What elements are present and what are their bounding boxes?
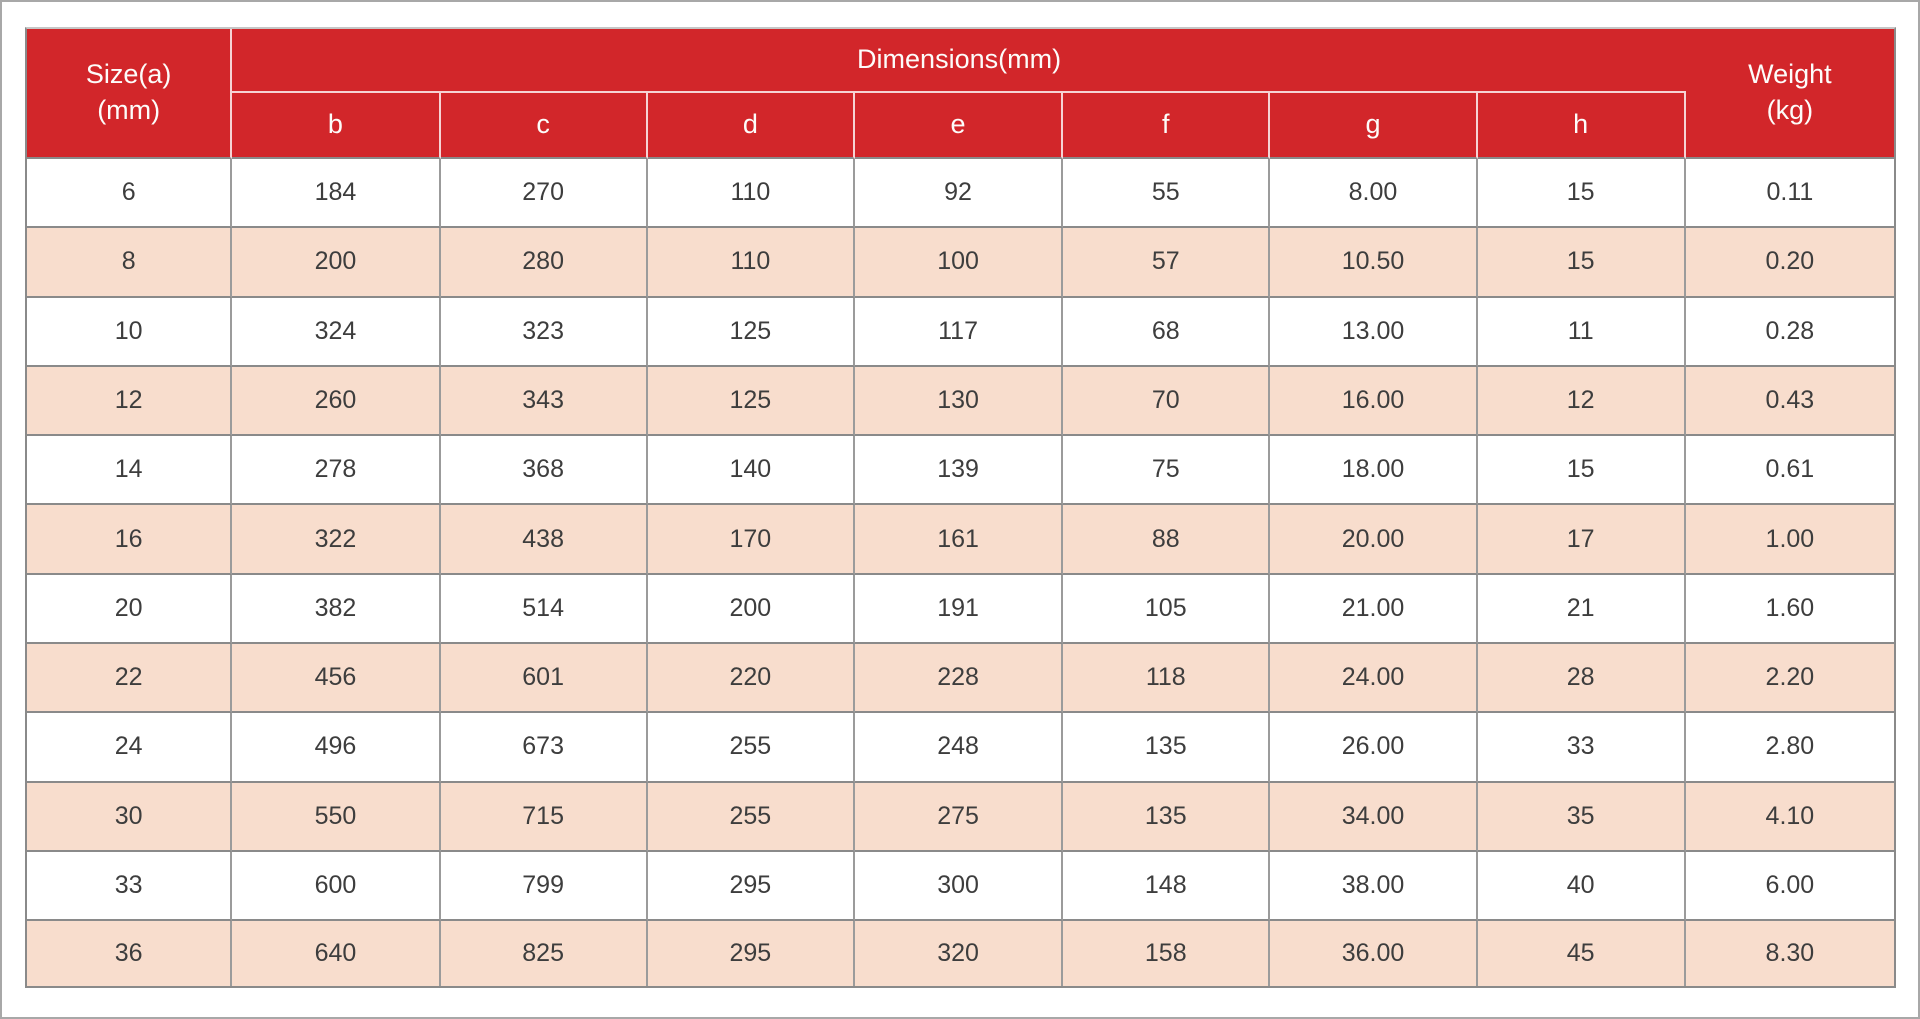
- cell-b: 324: [232, 298, 440, 367]
- cell-weight: 0.43: [1686, 367, 1894, 436]
- cell-weight: 8.30: [1686, 921, 1894, 986]
- cell-e: 320: [855, 921, 1063, 986]
- cell-c: 343: [441, 367, 648, 436]
- cell-e: 100: [855, 228, 1063, 297]
- cell-c: 673: [441, 713, 648, 782]
- cell-b: 382: [232, 575, 440, 644]
- cell-g: 18.00: [1270, 436, 1477, 505]
- cell-g: 34.00: [1270, 783, 1477, 852]
- cell-g: 21.00: [1270, 575, 1477, 644]
- cell-h: 28: [1478, 644, 1686, 713]
- cell-e: 300: [855, 852, 1063, 921]
- cell-weight: 4.10: [1686, 783, 1894, 852]
- cell-e: 130: [855, 367, 1063, 436]
- cell-b: 278: [232, 436, 440, 505]
- cell-g: 16.00: [1270, 367, 1477, 436]
- header-weight-line1: Weight: [1748, 59, 1832, 90]
- cell-g: 36.00: [1270, 921, 1477, 986]
- cell-b: 456: [232, 644, 440, 713]
- cell-g: 38.00: [1270, 852, 1477, 921]
- header-col-d: d: [648, 93, 855, 159]
- cell-g: 20.00: [1270, 505, 1477, 574]
- cell-weight: 0.28: [1686, 298, 1894, 367]
- cell-b: 184: [232, 159, 440, 228]
- cell-c: 601: [441, 644, 648, 713]
- cell-size: 14: [27, 436, 232, 505]
- cell-f: 57: [1063, 228, 1270, 297]
- cell-size: 8: [27, 228, 232, 297]
- cell-size: 10: [27, 298, 232, 367]
- table-row: [27, 644, 1894, 713]
- cell-b: 550: [232, 783, 440, 852]
- table-row: [27, 713, 1894, 782]
- table-row: [27, 783, 1894, 852]
- cell-d: 170: [648, 505, 855, 574]
- cell-d: 200: [648, 575, 855, 644]
- cell-f: 158: [1063, 921, 1270, 986]
- cell-d: 220: [648, 644, 855, 713]
- cell-h: 15: [1478, 436, 1686, 505]
- table-row: [27, 575, 1894, 644]
- cell-e: 117: [855, 298, 1063, 367]
- cell-f: 55: [1063, 159, 1270, 228]
- cell-c: 514: [441, 575, 648, 644]
- cell-size: 22: [27, 644, 232, 713]
- header-size-line2: (mm): [97, 95, 161, 125]
- cell-g: 13.00: [1270, 298, 1477, 367]
- cell-d: 125: [648, 367, 855, 436]
- header-col-b: b: [232, 93, 440, 159]
- table-row: [27, 505, 1894, 574]
- cell-h: 35: [1478, 783, 1686, 852]
- table-body: [27, 159, 1894, 986]
- cell-h: 33: [1478, 713, 1686, 782]
- header-weight-line2: (kg): [1766, 95, 1814, 125]
- header-col-h: h: [1478, 93, 1686, 159]
- cell-size: 30: [27, 783, 232, 852]
- table-row: [27, 436, 1894, 505]
- cell-size: 20: [27, 575, 232, 644]
- cell-d: 295: [648, 852, 855, 921]
- cell-f: 135: [1063, 713, 1270, 782]
- cell-f: 118: [1063, 644, 1270, 713]
- table-row: [27, 159, 1894, 228]
- cell-h: 15: [1478, 159, 1686, 228]
- cell-b: 600: [232, 852, 440, 921]
- table-row: [27, 367, 1894, 436]
- cell-d: 255: [648, 783, 855, 852]
- cell-h: 15: [1478, 228, 1686, 297]
- cell-d: 255: [648, 713, 855, 782]
- cell-d: 140: [648, 436, 855, 505]
- cell-c: 715: [441, 783, 648, 852]
- cell-b: 322: [232, 505, 440, 574]
- table-row: [27, 921, 1894, 986]
- header-weight: [1686, 29, 1894, 159]
- cell-weight: 6.00: [1686, 852, 1894, 921]
- cell-b: 260: [232, 367, 440, 436]
- cell-weight: 0.11: [1686, 159, 1894, 228]
- cell-size: 12: [27, 367, 232, 436]
- cell-weight: 0.61: [1686, 436, 1894, 505]
- cell-f: 148: [1063, 852, 1270, 921]
- cell-h: 12: [1478, 367, 1686, 436]
- cell-c: 799: [441, 852, 648, 921]
- header-row-top: [27, 29, 1894, 93]
- header-dimensions: Dimensions(mm): [232, 29, 1685, 93]
- cell-f: 88: [1063, 505, 1270, 574]
- cell-g: 24.00: [1270, 644, 1477, 713]
- cell-b: 640: [232, 921, 440, 986]
- cell-d: 295: [648, 921, 855, 986]
- cell-g: 26.00: [1270, 713, 1477, 782]
- table-row: [27, 228, 1894, 297]
- cell-f: 105: [1063, 575, 1270, 644]
- cell-size: 6: [27, 159, 232, 228]
- cell-size: 33: [27, 852, 232, 921]
- cell-h: 45: [1478, 921, 1686, 986]
- cell-d: 110: [648, 228, 855, 297]
- table-row: [27, 298, 1894, 367]
- cell-b: 496: [232, 713, 440, 782]
- header-size: [27, 29, 232, 159]
- cell-e: 161: [855, 505, 1063, 574]
- cell-weight: 2.80: [1686, 713, 1894, 782]
- cell-c: 825: [441, 921, 648, 986]
- header-col-f: f: [1063, 93, 1270, 159]
- cell-h: 21: [1478, 575, 1686, 644]
- cell-c: 323: [441, 298, 648, 367]
- table-row: [27, 852, 1894, 921]
- cell-g: 8.00: [1270, 159, 1477, 228]
- cell-size: 36: [27, 921, 232, 986]
- cell-f: 68: [1063, 298, 1270, 367]
- cell-c: 280: [441, 228, 648, 297]
- cell-size: 16: [27, 505, 232, 574]
- cell-d: 125: [648, 298, 855, 367]
- cell-size: 24: [27, 713, 232, 782]
- cell-c: 438: [441, 505, 648, 574]
- cell-f: 135: [1063, 783, 1270, 852]
- cell-h: 40: [1478, 852, 1686, 921]
- cell-b: 200: [232, 228, 440, 297]
- cell-e: 139: [855, 436, 1063, 505]
- header-col-g: g: [1270, 93, 1477, 159]
- header-col-c: c: [441, 93, 648, 159]
- spec-table: [25, 27, 1896, 988]
- cell-d: 110: [648, 159, 855, 228]
- table-header: [27, 29, 1894, 159]
- header-col-e: e: [855, 93, 1063, 159]
- cell-e: 275: [855, 783, 1063, 852]
- cell-e: 191: [855, 575, 1063, 644]
- cell-e: 228: [855, 644, 1063, 713]
- header-row-sub: [27, 93, 1894, 159]
- cell-h: 17: [1478, 505, 1686, 574]
- cell-e: 92: [855, 159, 1063, 228]
- cell-weight: 0.20: [1686, 228, 1894, 297]
- cell-c: 368: [441, 436, 648, 505]
- header-size-line1: Size(a): [85, 59, 172, 90]
- cell-h: 11: [1478, 298, 1686, 367]
- cell-g: 10.50: [1270, 228, 1477, 297]
- cell-weight: 1.60: [1686, 575, 1894, 644]
- cell-e: 248: [855, 713, 1063, 782]
- cell-c: 270: [441, 159, 648, 228]
- cell-f: 75: [1063, 436, 1270, 505]
- cell-f: 70: [1063, 367, 1270, 436]
- cell-weight: 1.00: [1686, 505, 1894, 574]
- cell-weight: 2.20: [1686, 644, 1894, 713]
